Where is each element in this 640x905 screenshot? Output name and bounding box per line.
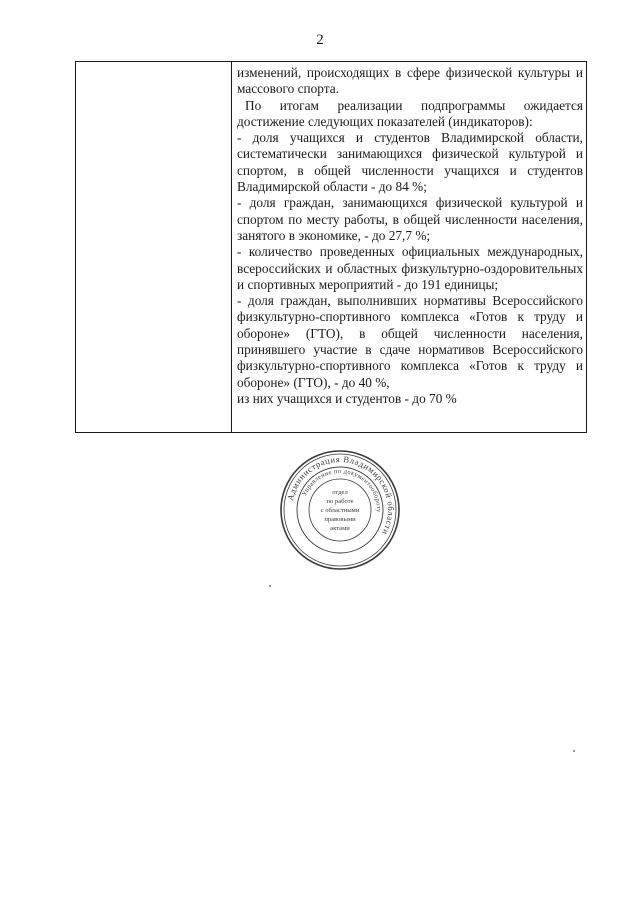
table-left-cell <box>76 62 232 432</box>
seal-center-line-2: по работе <box>326 498 354 505</box>
paragraph-results: По итогам реализации подпрограммы ожидается достижение следующих показателей (индикаторов): <box>237 97 583 129</box>
page-number: 2 <box>316 32 324 48</box>
indicator-gto-students: из них учащихся и студентов - до 70 % <box>237 390 457 406</box>
indicator-workplace: - доля граждан, занимающихся физической культурой и спортом по месту работы, в общей численности населения, занятого в экономике, - до 27,7 %; <box>237 195 583 243</box>
table-right-cell <box>232 62 586 432</box>
scan-speck <box>269 585 271 587</box>
content-table <box>75 61 587 433</box>
seal-center-line-3: с областными <box>320 507 360 514</box>
paragraph-intro: изменений, происходящих в сфере физической культуры и массового спорта. <box>237 65 583 97</box>
seal-center-line-5: актами <box>330 525 350 532</box>
indicator-events: - количество проведенных официальных международных, всероссийских и областных физкультурно-оздоровительных и спортивных мероприятий - до 191 единицы; <box>237 244 583 292</box>
seal-inner-ring-text: Управление по документообороту <box>300 467 383 513</box>
scan-speck <box>573 750 575 752</box>
seal-center-line-1: отдел <box>332 489 348 496</box>
indicator-students: - доля учащихся и студентов Владимирской области, систематически занимающихся физической культурой и спортом, в общей численности учащихся и студентов Владимирской области - до 84 %; <box>237 130 583 195</box>
seal-center-line-4: правовыми <box>324 516 356 523</box>
seal-outer-text: Администрация Владимирской области <box>284 453 397 537</box>
official-seal <box>278 448 402 572</box>
indicator-gto: - доля граждан, выполнивших нормативы Всероссийского физкультурно-спортивного комплекса «Готов к труду и обороне» (ГТО), в общей численности населения, принявшего участие в сдаче нормативов Всероссийского физкультурно-спортивного комплекса «Готов к труду и обороне» (ГТО), - до 40 %, <box>237 293 583 390</box>
